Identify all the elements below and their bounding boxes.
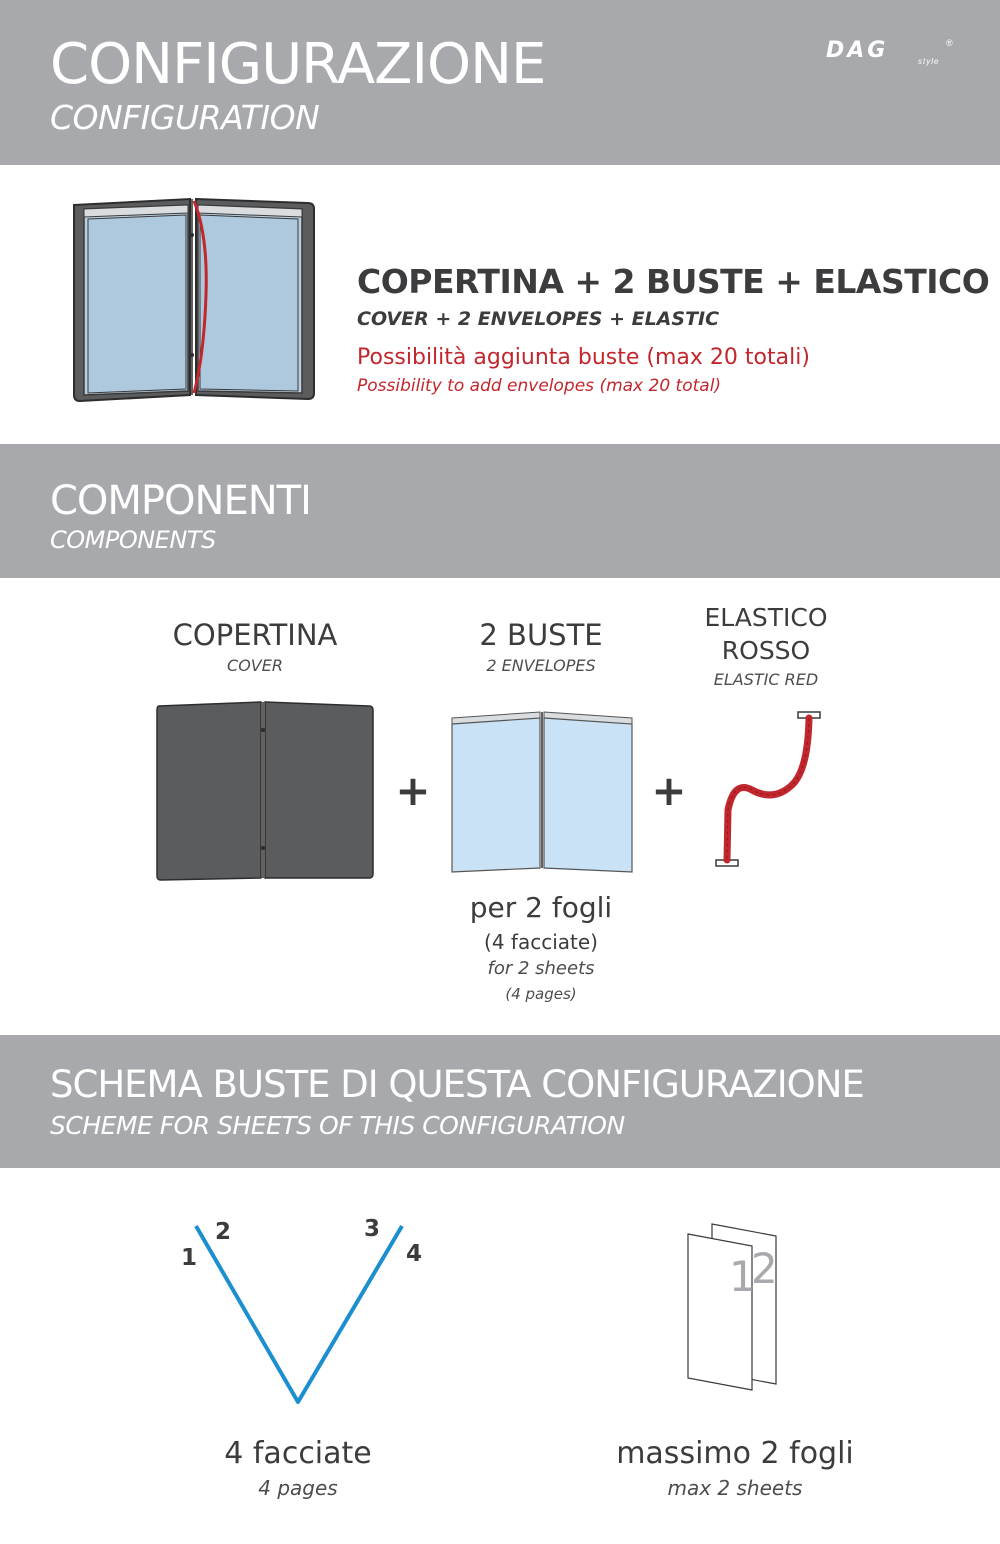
elastic-illustration	[712, 710, 822, 870]
elastic-label-line1: ELASTICO	[704, 603, 828, 632]
elastic-sublabel: ELASTIC RED	[713, 670, 819, 689]
header-band	[0, 0, 1000, 165]
components-band	[0, 444, 1000, 578]
scheme-subtitle: SCHEME FOR SHEETS OF THIS CONFIGURATION	[50, 1111, 625, 1140]
page-number-3: 3	[364, 1216, 381, 1242]
sheet-number-2: 2	[751, 1244, 778, 1293]
pages-scheme-diagram	[190, 1220, 410, 1410]
dag-logo-mark: ®	[946, 38, 953, 48]
envelopes-note-it-1: per 2 fogli	[469, 891, 613, 924]
page-number-2: 2	[215, 1219, 232, 1245]
dag-logo-sub: style	[918, 57, 940, 66]
cover-illustration	[155, 700, 375, 882]
dag-logo	[826, 40, 956, 68]
components-subtitle: COMPONENTS	[50, 526, 216, 554]
cover-label: COPERTINA	[172, 618, 338, 652]
plus-sign-1: +	[395, 766, 431, 815]
configuration-subtitle: COVER + 2 ENVELOPES + ELASTIC	[357, 308, 720, 330]
sheet-number-1: 1	[729, 1252, 756, 1301]
configuration-title: COPERTINA + 2 BUSTE + ELASTICO	[357, 262, 990, 301]
elastic-label-line2: ROSSO	[721, 636, 811, 665]
sheets-label: massimo 2 fogli	[616, 1436, 854, 1471]
page-subtitle: CONFIGURATION	[50, 98, 320, 137]
envelopes-note-it-2: (4 facciate)	[484, 930, 598, 954]
scheme-title: SCHEMA BUSTE DI QUESTA CONFIGURAZIONE	[50, 1063, 864, 1106]
plus-sign-2: +	[651, 766, 687, 815]
scheme-band	[0, 1035, 1000, 1168]
configuration-note-en: Possibility to add envelopes (max 20 total)	[357, 376, 722, 396]
envelopes-note-en-1: for 2 sheets	[487, 958, 595, 979]
cover-sublabel: COVER	[227, 656, 283, 675]
envelopes-label: 2 BUSTE	[479, 618, 603, 652]
components-title: COMPONENTI	[50, 478, 311, 524]
envelopes-illustration	[450, 708, 636, 874]
envelopes-sublabel: 2 ENVELOPES	[486, 656, 596, 675]
page-number-1: 1	[181, 1245, 198, 1271]
page-number-4: 4	[406, 1241, 423, 1267]
envelopes-note-en-2: (4 pages)	[505, 985, 577, 1003]
page-title: CONFIGURAZIONE	[50, 32, 546, 97]
sheets-label-en: max 2 sheets	[667, 1476, 803, 1500]
configuration-folder-illustration	[70, 195, 320, 405]
dag-logo-text: DAG	[826, 38, 889, 63]
pages-label: 4 facciate	[224, 1436, 372, 1471]
pages-label-en: 4 pages	[258, 1476, 338, 1500]
configuration-note-it: Possibilità aggiunta buste (max 20 totali)	[357, 345, 810, 370]
